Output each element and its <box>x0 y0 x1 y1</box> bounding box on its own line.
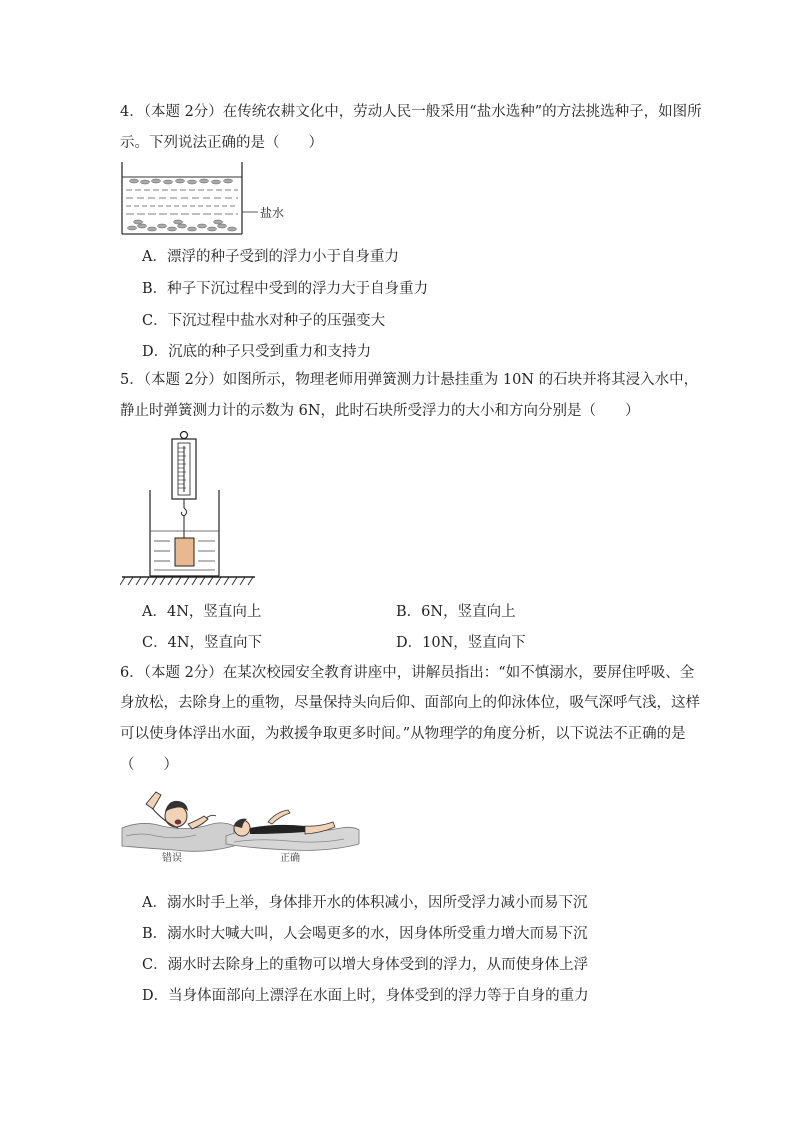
q5-option-b[interactable]: B．6N，竖直向上 <box>396 604 516 620</box>
q4-option-a[interactable]: A．漂浮的种子受到的浮力小于自身重力 <box>142 249 399 265</box>
q6-caption-wrong: 错误 <box>162 853 182 864</box>
q6-stem-line-1: 6．（本题 2分）在某次校园安全教育讲座中，讲解员指出：“如不慎溺水，要屏住呼吸、全 <box>120 665 695 681</box>
q5-option-c[interactable]: C．4N，竖直向下 <box>142 635 263 651</box>
q6-stem-line-2: 身放松，去除身上的重物，尽量保持头向后仰、面部向上的仰泳体位，吸气深呼气浅，这样 <box>120 695 700 711</box>
q6-option-c[interactable]: C．溺水时去除身上的重物可以增大身体受到的浮力，从而使身体上浮 <box>142 957 589 973</box>
q4-saltwater-figure <box>118 160 298 240</box>
q4-option-d[interactable]: D．沉底的种子只受到重力和支持力 <box>142 344 372 360</box>
q4-stem-line-1: 4．（本题 2分）在传统农耕文化中，劳动人民一般采用“盐水选种”的方法挑选种子，如图所 <box>120 104 702 120</box>
q6-option-a[interactable]: A．溺水时手上举，身体排开水的体积减小，因所受浮力减小而易下沉 <box>142 895 588 911</box>
q5-spring-scale-figure <box>120 428 260 593</box>
q6-option-b[interactable]: B．溺水时大喊大叫，人会喝更多的水，因身体所受重力增大而易下沉 <box>142 926 588 942</box>
q6-drowning-illustration <box>118 788 363 864</box>
q5-option-a[interactable]: A．4N，竖直向上 <box>142 604 262 620</box>
q6-option-d[interactable]: D．当身体面部向上漂浮在水面上时，身体受到的浮力等于自身的重力 <box>142 988 589 1004</box>
q4-figure-label: 盐水 <box>260 206 285 220</box>
q5-stem-line-2: 静止时弹簧测力计的示数为 6N，此时石块所受浮力的大小和方向分别是（ ） <box>120 403 640 419</box>
q4-stem-line-2: 示。下列说法正确的是（ ） <box>120 135 323 151</box>
q4-option-c[interactable]: C．下沉过程中盐水对种子的压强变大 <box>142 313 386 329</box>
q4-option-b[interactable]: B．种子下沉过程中受到的浮力大于自身重力 <box>142 281 429 297</box>
q6-caption-correct: 正确 <box>280 853 300 864</box>
q6-stem-line-3: 可以使身体浮出水面，为救援争取更多时间。”从物理学的角度分析，以下说法不正确的是 <box>120 726 686 742</box>
q5-option-d[interactable]: D．10N，竖直向下 <box>396 635 526 651</box>
q6-stem-line-4: （ ） <box>120 757 178 773</box>
q5-stem-line-1: 5．（本题 2分）如图所示，物理老师用弹簧测力计悬挂重为 10N 的石块并将其浸入水中， <box>120 372 699 388</box>
